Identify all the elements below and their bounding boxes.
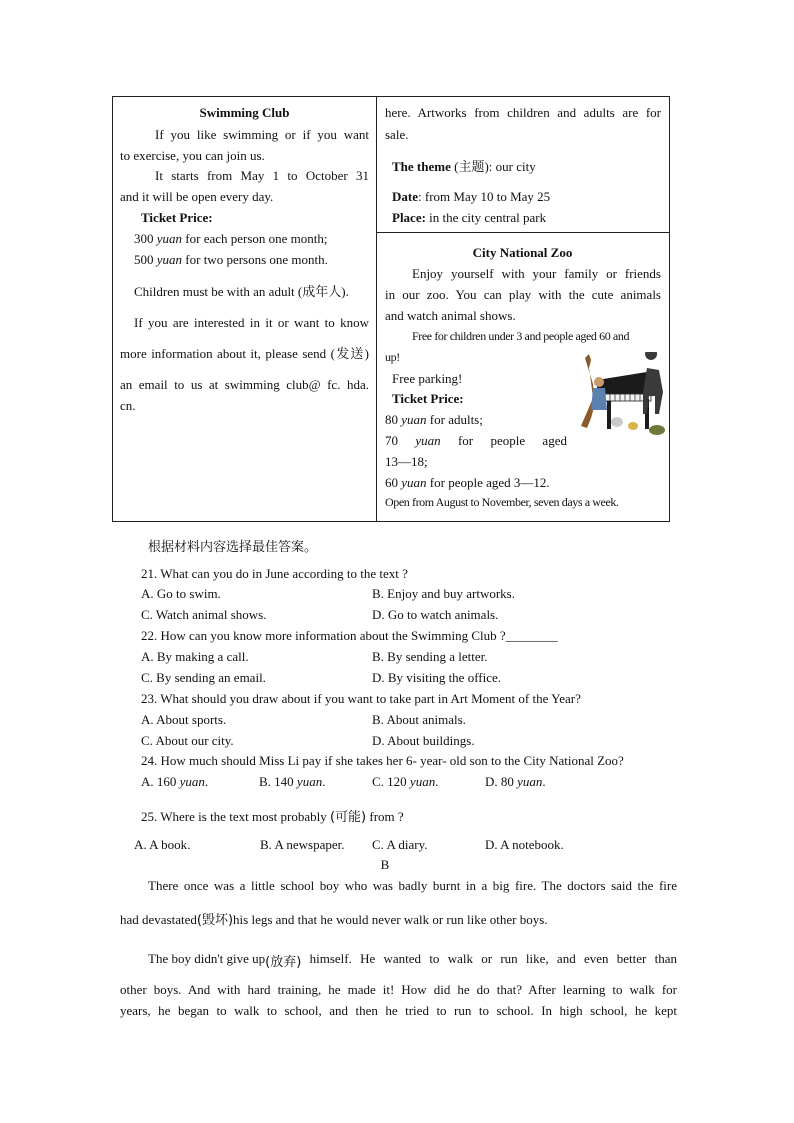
art-theme: [392, 156, 536, 177]
date-label: Date: [392, 189, 418, 204]
monkey-icon: [643, 352, 663, 414]
rabbit-icon: [611, 417, 623, 427]
price-word-people: people: [490, 433, 526, 448]
question-23-stem: 23. What should you draw about if you want to take part in Art Moment of the Year?: [141, 691, 581, 706]
zoo-open-hours: Open from August to November, seven days a week.: [385, 495, 619, 509]
question-25-option-d[interactable]: D. A notebook.: [485, 837, 564, 852]
option-amount: C. 120: [372, 774, 407, 789]
zoo-price-1: [385, 409, 483, 430]
section-b-p2c: years, he began to walk to school, and then he tried to run to school. In high school, he kept: [120, 1003, 677, 1018]
zoo-price-2-range: 13—18;: [385, 454, 428, 469]
swimming-p1a: If you like swimming or if you want: [155, 127, 369, 142]
question-24-option-a[interactable]: [141, 774, 208, 790]
duck-icon: [628, 422, 638, 430]
stem-chinese: (可能): [329, 810, 367, 825]
swimming-club-title: Swimming Club: [199, 105, 290, 120]
option-unit: yuan: [517, 774, 543, 789]
question-22-option-c[interactable]: C. By sending an email.: [141, 670, 266, 685]
price-unit: yuan: [156, 252, 183, 267]
price-description: for people aged 3—12.: [429, 475, 550, 490]
question-23-option-a[interactable]: A. About sports.: [141, 712, 227, 727]
zoo-title: City National Zoo: [472, 245, 573, 260]
table-horizontal-divider: [377, 232, 669, 233]
question-23-option-c[interactable]: C. About our city.: [141, 733, 234, 748]
question-24-option-b[interactable]: [259, 774, 325, 790]
instruction-text: 根据材料内容选择最佳答案。: [148, 540, 318, 555]
text-part: The boy didn't give up: [148, 951, 266, 966]
option-amount: A. 160: [141, 774, 177, 789]
option-unit: yuan: [409, 774, 436, 789]
tortoise-icon: [649, 425, 665, 435]
option-period: .: [435, 774, 439, 789]
price-number: 60: [385, 475, 398, 490]
zoo-parking: Free parking!: [392, 371, 463, 386]
option-period: .: [322, 774, 326, 789]
theme-label: The theme: [392, 159, 451, 174]
swimming-p2b: and it will be open every day.: [120, 189, 274, 204]
question-24-stem: 24. How much should Miss Li pay if she takes her 6- year- old son to the City National Zoo?: [141, 753, 624, 768]
question-23-option-d[interactable]: D. About buildings.: [372, 733, 475, 748]
swimming-contact-3: an email to us at swimming club@ fc. hda.: [120, 377, 369, 392]
zoo-animals-piano-illustration: [577, 352, 669, 438]
question-22-option-b[interactable]: B. By sending a letter.: [372, 649, 488, 664]
art-line-1: here. Artworks from children and adults are for: [385, 105, 661, 120]
swimming-contact-2: more information about it, please send (发送): [120, 346, 369, 361]
theme-chinese: (主题): [454, 159, 489, 174]
zoo-free-1: Free for children under 3 and people aged 60 and: [412, 329, 630, 343]
option-unit: yuan: [179, 774, 205, 789]
question-23-option-b[interactable]: B. About animals.: [372, 712, 466, 727]
table-vertical-divider: [376, 96, 377, 521]
option-unit: yuan: [296, 774, 323, 789]
text-part: his legs and that he would never walk or run like other boys.: [233, 912, 548, 927]
question-25-option-c[interactable]: C. A diary.: [372, 837, 428, 852]
option-amount: D. 80: [485, 774, 514, 789]
swimming-contact-4: cn.: [120, 398, 136, 413]
art-place: [392, 207, 546, 228]
swimming-children-note: Children must be with an adult (成年人).: [134, 284, 349, 299]
price-description: for each person one month;: [185, 231, 328, 246]
question-25-stem: [141, 806, 404, 825]
question-22-option-a[interactable]: A. By making a call.: [141, 649, 249, 664]
stem-part-2: from ?: [366, 809, 404, 824]
option-period: .: [204, 774, 209, 789]
question-21-stem: 21. What can you do in June according to the text ?: [141, 566, 408, 581]
zoo-p1b: in our zoo. You can play with the cute animals: [385, 287, 661, 302]
zoo-p1a: Enjoy yourself with your family or friends: [412, 266, 661, 281]
place-label: Place:: [392, 210, 426, 225]
price-unit: yuan: [156, 231, 183, 246]
stem-part-1: 25. Where is the text most probably: [141, 809, 330, 824]
text-part: himself. He wanted to walk or run like, and even better than: [301, 951, 677, 966]
text-part: had devastated: [120, 912, 197, 927]
zoo-price-2: [385, 430, 567, 451]
price-word-for: for: [457, 433, 474, 448]
price-number: 300: [134, 231, 154, 246]
text-chinese: (毁坏): [196, 913, 234, 928]
question-21-option-a[interactable]: A. Go to swim.: [141, 586, 221, 601]
question-21-option-c[interactable]: C. Watch animal shows.: [141, 607, 267, 622]
option-amount: B. 140: [259, 774, 294, 789]
price-description: for two persons one month.: [185, 252, 328, 267]
question-24-option-c[interactable]: [372, 774, 438, 790]
zoo-p1c: and watch animal shows.: [385, 308, 516, 323]
price-description: for adults;: [429, 412, 483, 427]
price-unit: yuan: [401, 412, 427, 427]
theme-value: : our city: [488, 159, 536, 174]
art-date: [392, 186, 550, 207]
swimming-ticket-heading: Ticket Price:: [141, 210, 213, 225]
price-word-aged: aged: [542, 433, 567, 448]
place-value: in the city central park: [425, 210, 547, 225]
section-b-p2a: [148, 951, 677, 970]
price-unit: yuan: [401, 475, 427, 490]
price-number: 80: [385, 412, 398, 427]
price-number: 500: [134, 252, 154, 267]
question-21-option-b[interactable]: B. Enjoy and buy artworks.: [372, 586, 515, 601]
question-25-option-a[interactable]: A. A book.: [134, 837, 191, 852]
swimming-price-1: [134, 228, 328, 249]
zoo-ticket-heading: Ticket Price:: [392, 391, 464, 406]
question-24-option-d[interactable]: [485, 774, 546, 790]
option-period: .: [542, 774, 546, 789]
section-b-p2b: other boys. And with hard training, he made it! How did he do that? After learning to walk for: [120, 982, 677, 997]
price-number: 70: [385, 433, 398, 448]
question-21-option-d[interactable]: D. Go to watch animals.: [372, 607, 499, 622]
zoo-free-2: up!: [385, 350, 400, 364]
date-value: : from May 10 to May 25: [418, 189, 551, 204]
question-22-stem: 22. How can you know more information about the Swimming Club ?________: [141, 628, 558, 643]
child-icon: [594, 377, 604, 387]
section-b-p1b: [120, 909, 548, 928]
zoo-price-3: [385, 472, 550, 493]
swimming-p2a: It starts from May 1 to October 31: [155, 168, 369, 183]
question-22-option-d[interactable]: D. By visiting the office.: [372, 670, 502, 685]
section-b-label: B: [380, 857, 390, 872]
swimming-price-2: [134, 249, 328, 270]
swimming-p1b: to exercise, you can join us.: [120, 148, 265, 163]
swimming-contact-1: If you are interested in it or want to know: [134, 315, 369, 330]
price-unit: yuan: [415, 433, 441, 448]
art-line-2: sale.: [385, 127, 409, 142]
section-b-p1a: There once was a little school boy who was badly burnt in a big fire. The doctors said the fire: [148, 878, 677, 893]
text-chinese: (放弃): [265, 955, 302, 970]
question-25-option-b[interactable]: B. A newspaper.: [260, 837, 345, 852]
